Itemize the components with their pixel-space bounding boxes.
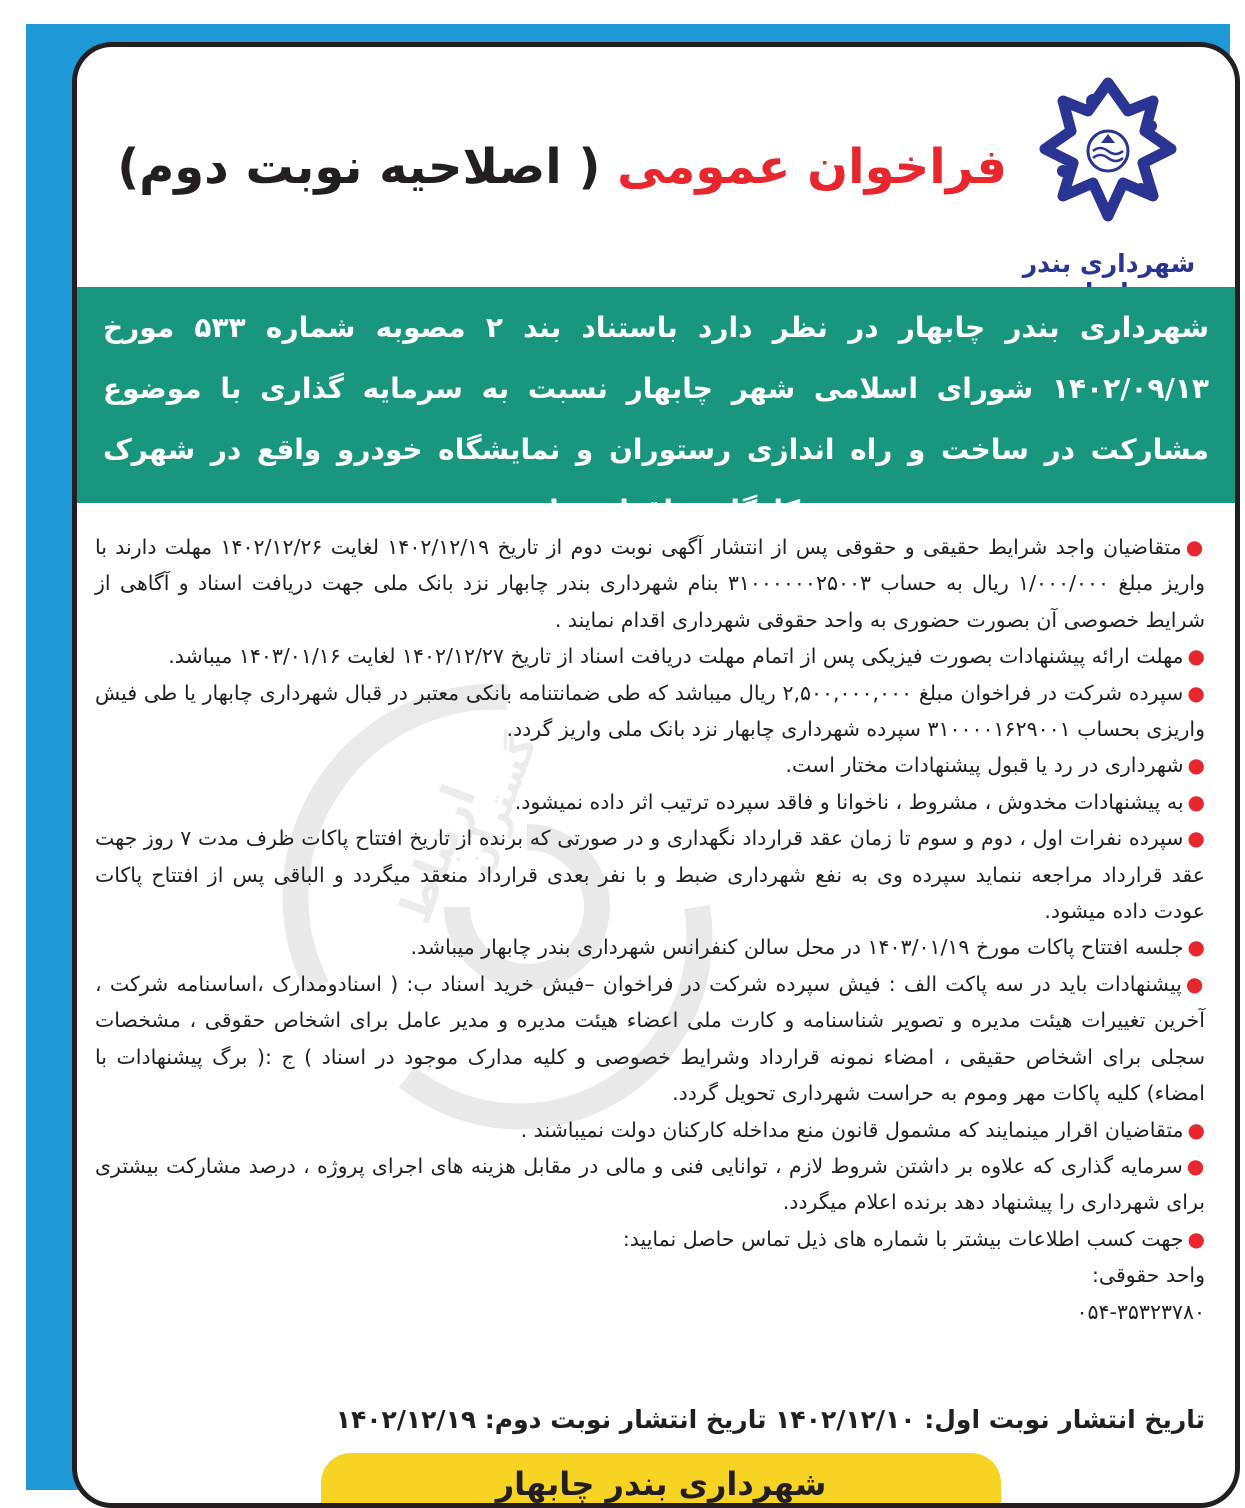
intro-banner: شهرداری بندر چابهار در نظر دارد باستناد بند ۲ مصوبه شماره ۵۳۳ مورخ ۱۴۰۲/۰۹/۱۳ شورای اسلامی شهر چابهار نسبت به سرمایه گذاری با موضوع مشارکت در ساخت و راه اندازی رستوران و نمایشگاه خودرو واقع در شهرک کارگاهی اقدام نماید. bbox=[77, 287, 1235, 503]
list-item: ●مهلت ارائه پیشنهادات بصورت فیزیکی پس از اتمام مهلت دریافت اسناد از تاریخ ۱۴۰۲/۱۲/۲۷ لغایت ۱۴۰۳/۰۱/۱۶ میباشد. bbox=[168, 644, 1205, 669]
notice-card bbox=[72, 42, 1240, 1508]
bullet-icon: ● bbox=[1185, 535, 1206, 559]
list-item: ●به پیشنهادات مخدوش ، مشروط ، ناخوانا و فاقد سپرده ترتیب اثر داده نمیشود. bbox=[514, 789, 1205, 814]
municipality-logo-icon bbox=[1033, 71, 1183, 241]
bullet-icon: ● bbox=[1187, 753, 1205, 778]
header bbox=[77, 47, 1235, 287]
logo bbox=[1019, 71, 1199, 281]
bullet-icon: ● bbox=[1185, 971, 1206, 996]
list-item: ●سپرده نفرات اول ، دوم و سوم تا زمان عقد قرارداد نگهداری و در صورتی که برنده از تاریخ افتتاح پاکات ظرف مدت ۷ روز جهت عقد قرارداد مراجعه ننماید سپرده وی به نفع شهرداری ضبط و با نفر بعدی قرارداد منعقد میگردد و الباقی پس از افتتاح پاکات عودت داده میشود. bbox=[95, 826, 1206, 924]
list-item: ●متقاضیان واجد شرایط حقیقی و حقوقی پس از انتشار آگهی نوبت دوم از تاریخ ۱۴۰۲/۱۲/۱۹ لغایت ۱۴۰۲/۱۲/۲۶ مهلت دارند با واریز مبلغ ۱/۰۰۰/۰۰۰ ریال به حساب ۳۱۰۰۰۰۰۰۲۵۰۰۳ بنام شهرداری بندر چابهار نزد بانک ملی جهت دریافت اسناد و آگاهی از شرایط خصوصی آن بصورت حضوری به واحد حقوقی شهرداری اقدام نمایند . bbox=[95, 535, 1206, 632]
watermark-line1: ارتباط bbox=[386, 777, 487, 931]
logo-text: شهرداری بندر bbox=[1022, 249, 1196, 278]
list-item: ●متقاضیان اقرار مینمایند که مشمول قانون منع مداخله کارکنان دولت نمیباشند . bbox=[520, 1117, 1205, 1142]
conditions-list bbox=[95, 529, 1205, 1330]
contact-phone: ۰۵۴-۳۵۳۲۳۷۸۰ bbox=[1076, 1299, 1205, 1324]
bullet-icon: ● bbox=[1187, 1117, 1205, 1142]
bullet-icon: ● bbox=[1187, 826, 1206, 851]
footer-banner: شهرداری بندر چابهار bbox=[321, 1453, 1001, 1508]
bullet-icon: ● bbox=[1186, 1153, 1206, 1178]
list-item: ●شهرداری در رد یا قبول پیشنهادات مختار است. bbox=[785, 753, 1205, 778]
page-title bbox=[117, 137, 1007, 197]
bullet-icon: ● bbox=[1187, 789, 1205, 814]
watermark-line2: گستران bbox=[454, 728, 546, 881]
title-subtitle: ( اصلاحیه نوبت دوم) bbox=[117, 139, 601, 195]
publication-dates: تاریخ انتشار نوبت اول: ۱۴۰۲/۱۲/۱۰ تاریخ انتشار نوبت دوم: ۱۴۰۲/۱۲/۱۹ bbox=[335, 1405, 1205, 1434]
bullet-icon: ● bbox=[1187, 680, 1205, 705]
list-item: ●سپرده شرکت در فراخوان مبلغ ۲,۵۰۰,۰۰۰,۰۰۰ ریال میباشد که طی ضمانتنامه بانکی معتبر در قبال شهرداری چابهار یا طی فیش واریزی بحساب ۳۱۰۰۰۰۱۶۲۹۰۰۱ سپرده شهرداری چابهار نزد بانک ملی واریز گردد. bbox=[95, 680, 1205, 742]
bullet-icon: ● bbox=[1187, 644, 1205, 669]
bullet-icon: ● bbox=[1187, 1226, 1205, 1251]
list-item: ●جلسه افتتاح پاکات مورخ ۱۴۰۳/۰۱/۱۹ در محل سالن کنفرانس شهرداری بندر چابهار میباشد. bbox=[410, 935, 1205, 960]
list-item: ●پیشنهادات باید در سه پاکت الف : فیش سپرده شرکت در فراخوان –فیش خرید اسناد ب: ( اسنادومدارک ،اساسنامه شرکت ، آخرین تغییرات هیئت مدیره و تصویر شناسنامه و کارت ملی اعضاء هیئت مدیره و مدیر عامل برای اشخاص حقوقی ، مشخصات سجلی برای اشخاص حقیقی ، امضاء نمونه قرارداد وشرایط خصوصی و کلیه مدارک موجود در اسناد ) ج :( برگ پیشنهادات با امضاء) کلیه پاکات مهر وموم به حراست شهرداری تحویل گردد. bbox=[95, 971, 1206, 1106]
list-item: ●جهت کسب اطلاعات بیشتر با شماره های ذیل تماس حاصل نمایید: bbox=[622, 1226, 1205, 1251]
title-main: فراخوان عمومی bbox=[617, 139, 1007, 195]
list-item: ●سرمایه گذاری که علاوه بر داشتن شروط لازم ، توانایی فنی و مالی در مقابل هزینه های اجرای پروژه ، درصد مشارکت بیشتری برای شهرداری را پیشنهاد دهد برنده اعلام میگردد. bbox=[95, 1153, 1206, 1215]
bullet-icon: ● bbox=[1187, 935, 1205, 960]
outer-frame bbox=[26, 24, 1230, 1503]
contact-label: واحد حقوقی: bbox=[1092, 1263, 1205, 1288]
